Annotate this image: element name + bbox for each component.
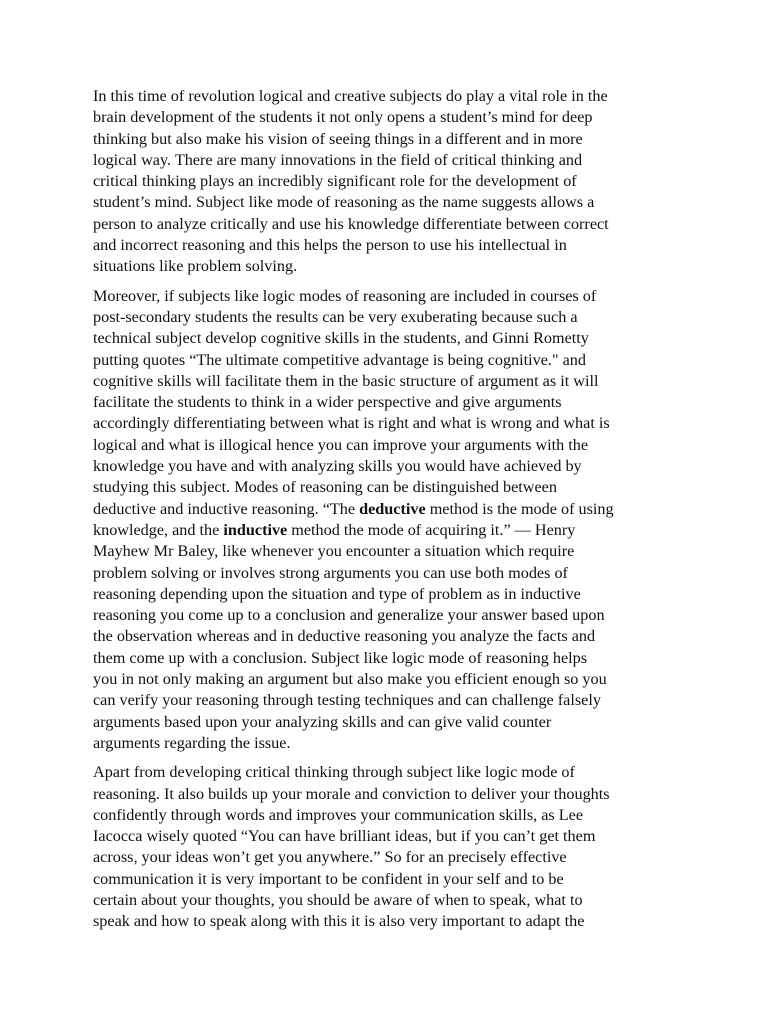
text-line: them come up with a conclusion. Subject like logic mode of reasoning helps <box>93 648 588 667</box>
text-line: the observation whereas and in deductive reasoning you analyze the facts and <box>93 627 596 646</box>
text-line: reasoning. It also builds up your morale and conviction to deliver your thoughts <box>93 784 610 803</box>
text-line: can verify your reasoning through testing techniques and can challenge falsely <box>93 691 601 710</box>
text-line: communication it is very important to be confident in your self and to be <box>93 869 564 888</box>
text-line: logical way. There are many innovations in the field of critical thinking and <box>93 150 583 169</box>
text-line: method is the mode of using <box>425 499 614 518</box>
text-line: arguments regarding the issue. <box>93 733 291 752</box>
text-line: logical and what is illogical hence you can improve your arguments with the <box>93 435 589 454</box>
text-line: problem solving or involves strong arguments you can use both modes of <box>93 563 568 582</box>
paragraph <box>93 86 708 278</box>
text-line: speak and how to speak along with this it is also very important to adapt the <box>93 912 585 931</box>
text-line: post-secondary students the results can be very exuberating because such a <box>93 307 578 326</box>
text-line: knowledge, and the <box>93 520 224 539</box>
text-line: critical thinking plays an incredibly significant role for the development of <box>93 172 577 191</box>
text-line: confidently through words and improves your communication skills, as Lee <box>93 805 584 824</box>
text-line: knowledge you have and with analyzing skills you would have achieved by <box>93 457 582 476</box>
text-line: student’s mind. Subject like mode of reasoning as the name suggests allows a <box>93 193 595 212</box>
text-line: method the mode of acquiring it.” — Henry <box>287 520 576 539</box>
bold-term: inductive <box>223 520 288 539</box>
text-line: reasoning you come up to a conclusion and generalize your answer based upon <box>93 606 605 625</box>
text-line: deductive and inductive reasoning. “The <box>93 499 360 518</box>
text-line: studying this subject. Modes of reasoning can be distinguished between <box>93 478 557 497</box>
text-line: thinking but also make his vision of seeing things in a different and in more <box>93 129 583 148</box>
text-line: situations like problem solving. <box>93 257 298 276</box>
text-line: accordingly differentiating between what is right and what is wrong and what is <box>93 414 610 433</box>
text-line: across, your ideas won’t get you anywhere.” So for an precisely effective <box>93 848 567 867</box>
text-line: facilitate the students to think in a wider perspective and give arguments <box>93 393 562 412</box>
text-line: person to analyze critically and use his knowledge differentiate between correct <box>93 214 609 233</box>
bold-term: deductive <box>359 499 426 518</box>
text-line: arguments based upon your analyzing skills and can give valid counter <box>93 712 552 731</box>
text-line: Mayhew Mr Baley, like whenever you encounter a situation which require <box>93 542 575 561</box>
text-line: Moreover, if subjects like logic modes of reasoning are included in courses of <box>93 286 597 305</box>
text-line: cognitive skills will facilitate them in the basic structure of argument as it will <box>93 371 599 390</box>
paragraph <box>93 762 708 932</box>
text-line: and incorrect reasoning and this helps the person to use his intellectual in <box>93 236 567 255</box>
text-line: reasoning depending upon the situation and type of problem as in inductive <box>93 584 581 603</box>
text-line: you in not only making an argument but also make you efficient enough so you <box>93 670 607 689</box>
text-line: brain development of the students it not only opens a student’s mind for deep <box>93 108 593 127</box>
text-line: Iacocca wisely quoted “You can have brilliant ideas, but if you can’t get them <box>93 827 596 846</box>
text-line: putting quotes “The ultimate competitive advantage is being cognitive." and <box>93 350 586 369</box>
paragraph <box>93 286 708 755</box>
text-line: In this time of revolution logical and creative subjects do play a vital role in the <box>93 87 608 105</box>
text-line: certain about your thoughts, you should be aware of when to speak, what to <box>93 890 583 909</box>
text-line: Apart from developing critical thinking through subject like logic mode of <box>93 763 575 782</box>
text-line: technical subject develop cognitive skills in the students, and Ginni Rometty <box>93 329 589 348</box>
